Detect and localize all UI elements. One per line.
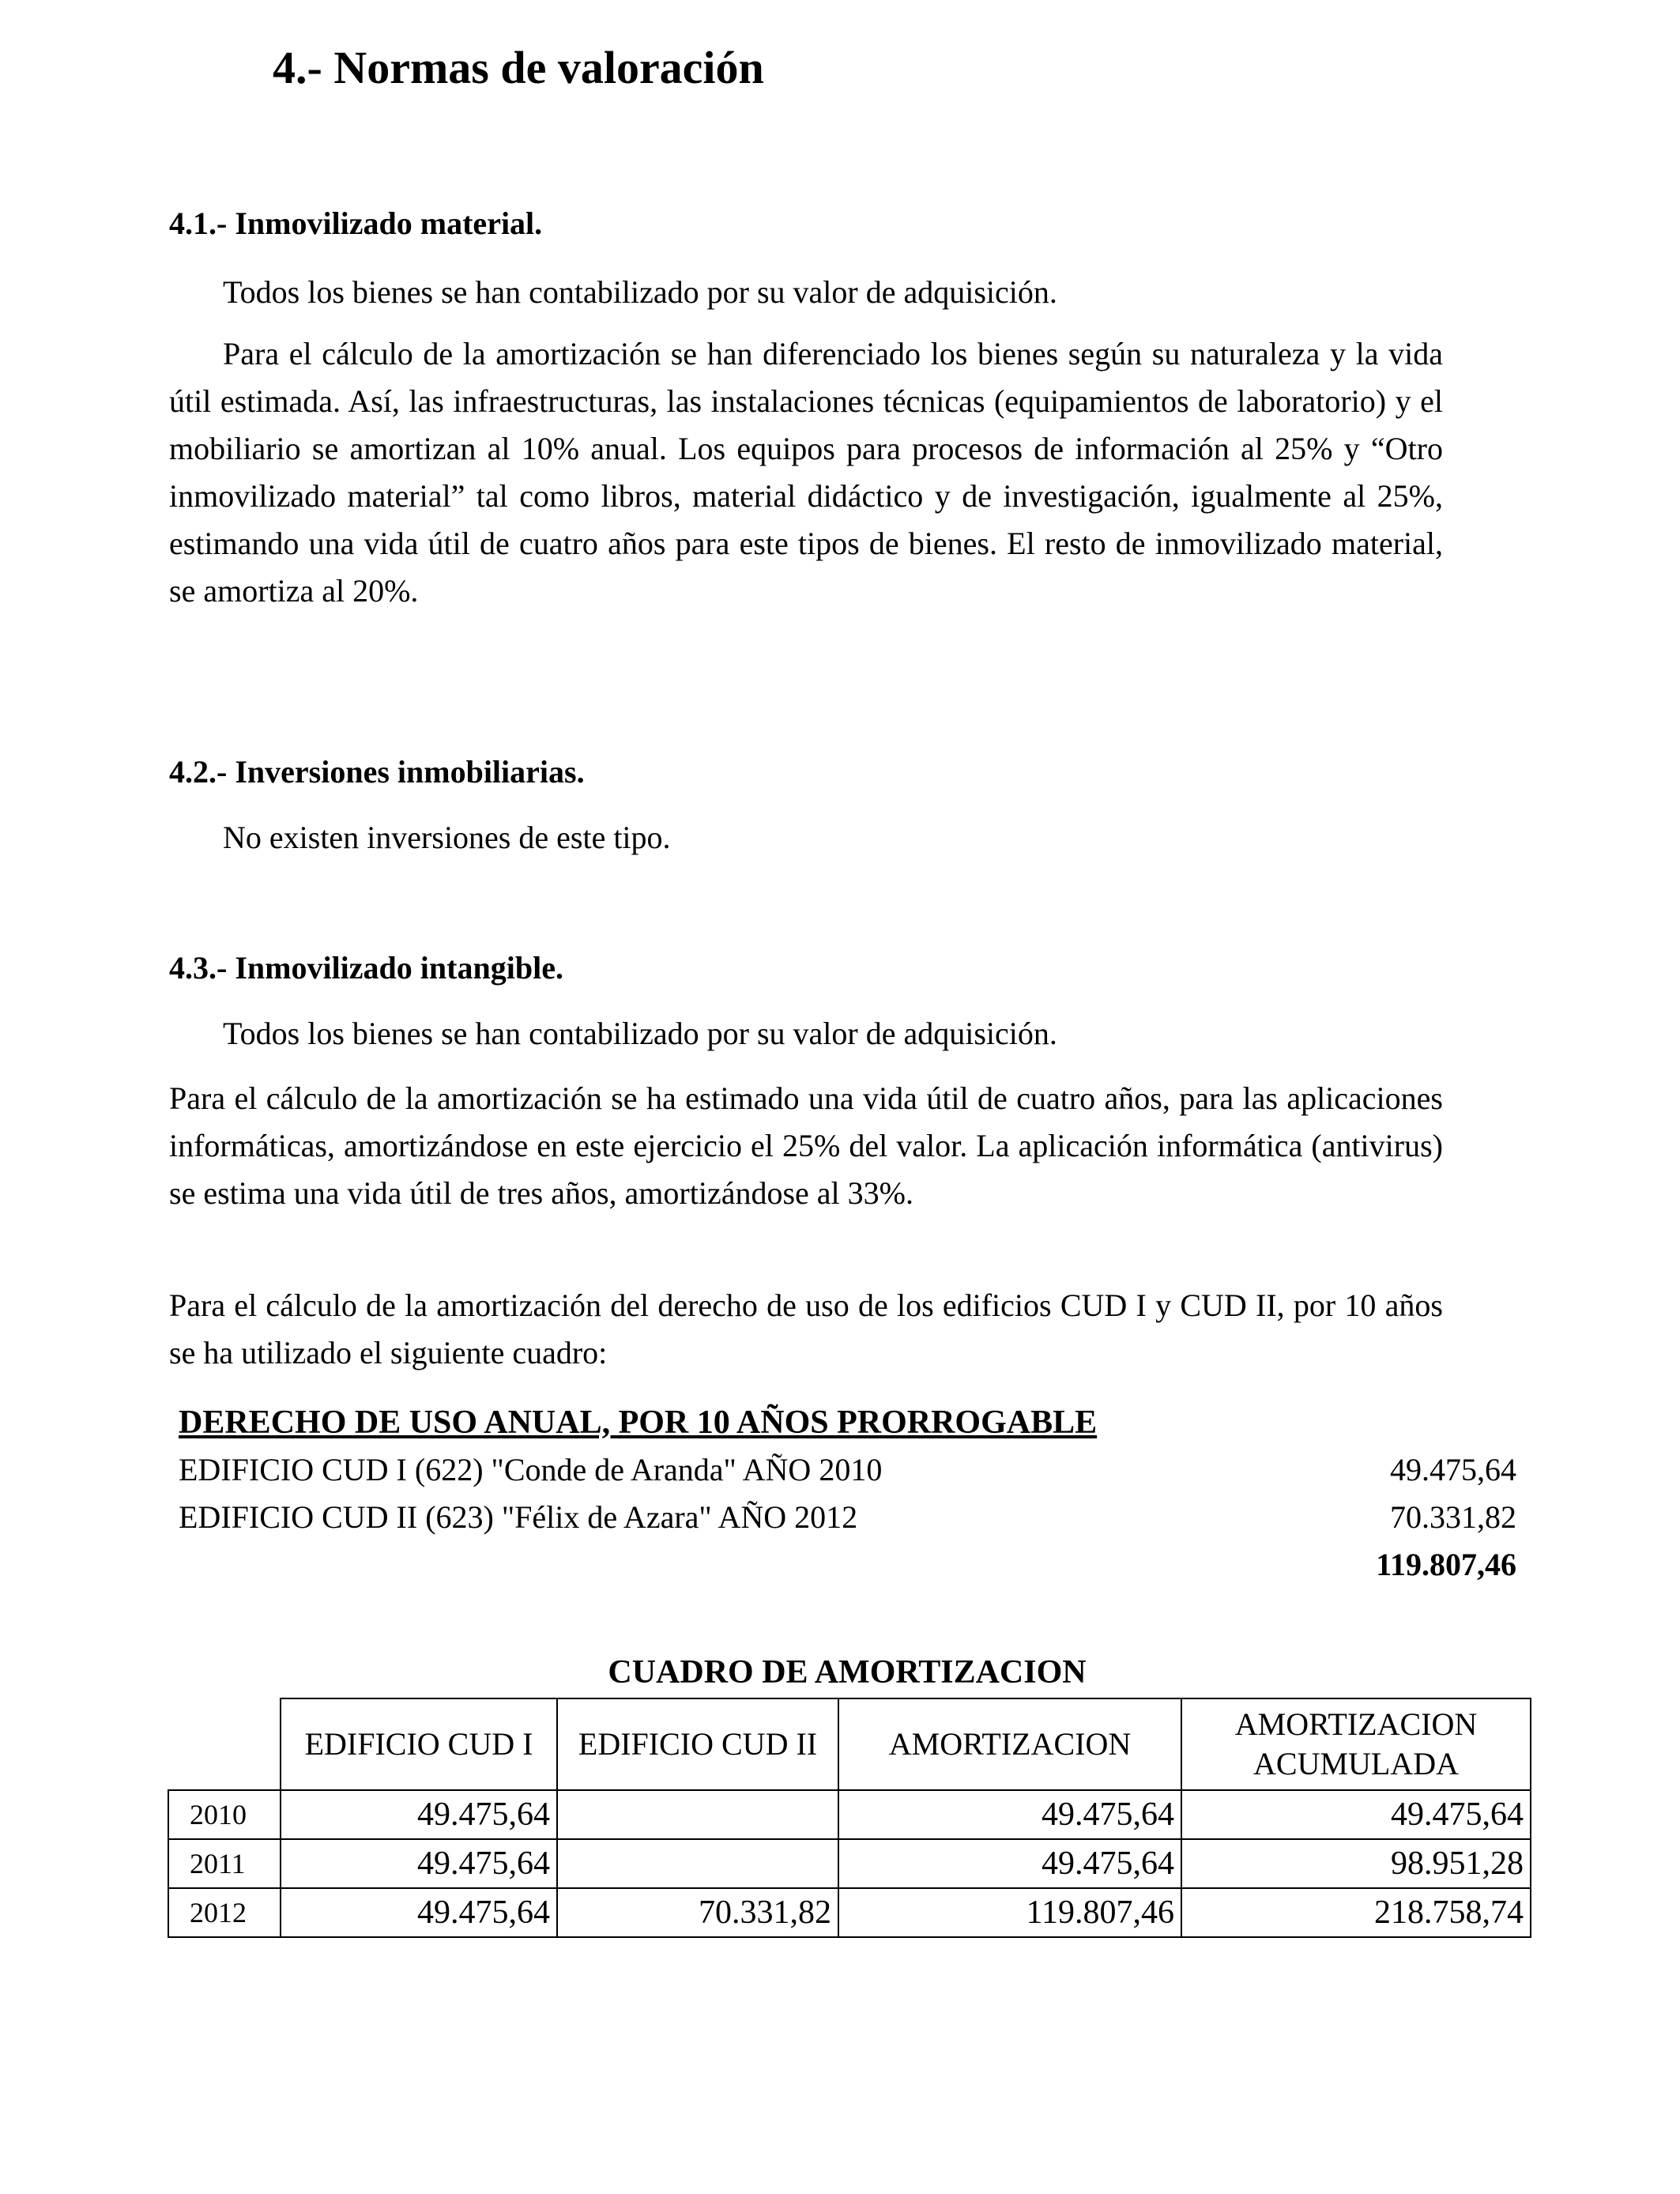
paragraph: Todos los bienes se han contabilizado por su valor de adquisición. bbox=[223, 274, 1057, 310]
table-cell: 119.807,46 bbox=[838, 1888, 1181, 1937]
section-heading-inmovilizado-intangible: 4.3.- Inmovilizado intangible. bbox=[169, 950, 563, 986]
derecho-uso-value: 49.475,64 bbox=[1390, 1452, 1516, 1487]
derecho-uso-value: 70.331,82 bbox=[1390, 1499, 1516, 1535]
table-cell: 49.475,64 bbox=[281, 1888, 557, 1937]
table-cell: 218.758,74 bbox=[1181, 1888, 1531, 1937]
paragraph: Para el cálculo de la amortización se ha estimado una vida útil de cuatro años, para las aplicaciones informáticas, amortizándose en este ejercicio el 25% del valor. La aplicación informática (antivirus) se estima una vida útil de tres años, amortizándose al 33%. bbox=[169, 1080, 1443, 1211]
table-cell: 49.475,64 bbox=[838, 1790, 1181, 1839]
paragraph: Para el cálculo de la amortización del derecho de uso de los edificios CUD I y CUD II, por 10 años se ha utilizado el siguiente cuadro: bbox=[169, 1287, 1443, 1370]
table-header-row bbox=[168, 1698, 1531, 1790]
derecho-uso-total: 119.807,46 bbox=[1376, 1547, 1516, 1582]
table-cell: 49.475,64 bbox=[1181, 1790, 1531, 1839]
table-row bbox=[168, 1839, 1531, 1888]
cuadro-amortizacion-title: CUADRO DE AMORTIZACION bbox=[608, 1654, 1087, 1691]
page-title: 4.- Normas de valoración bbox=[273, 42, 764, 93]
paragraph: No existen inversiones de este tipo. bbox=[223, 820, 671, 855]
derecho-uso-label: EDIFICIO CUD II (623) "Félix de Azara" AÑO 2012 bbox=[179, 1499, 858, 1535]
year-cell: 2011 bbox=[168, 1839, 281, 1888]
section-heading-inmovilizado-material: 4.1.- Inmovilizado material. bbox=[169, 205, 543, 241]
table-row bbox=[168, 1888, 1531, 1937]
section-heading-inversiones-inmobiliarias: 4.2.- Inversiones inmobiliarias. bbox=[169, 754, 585, 790]
header-cell: AMORTIZACION bbox=[838, 1698, 1181, 1790]
derecho-uso-label: EDIFICIO CUD I (622) "Conde de Aranda" AÑO 2010 bbox=[179, 1452, 883, 1487]
table-cell: 49.475,64 bbox=[281, 1790, 557, 1839]
paragraph: Todos los bienes se han contabilizado por su valor de adquisición. bbox=[223, 1016, 1057, 1051]
cuadro-amortizacion-table bbox=[168, 1698, 1531, 1938]
table-cell: 49.475,64 bbox=[838, 1839, 1181, 1888]
table-cell: 49.475,64 bbox=[281, 1839, 557, 1888]
table-cell bbox=[557, 1790, 838, 1839]
table-row bbox=[168, 1790, 1531, 1839]
year-cell: 2012 bbox=[168, 1888, 281, 1937]
paragraph: Para el cálculo de la amortización se han diferenciado los bienes según su naturaleza y la vida útil estimada. Así, las infraestructuras, las instalaciones técnicas (equipamientos de laboratorio) y el mobiliario se amortizan al 10% anual. Los equipos para procesos de información al 25% y “Otro inmovilizado material” tal como libros, material didáctico y de investigación, igualmente al 25%, estimando una vida útil de cuatro años para este tipos de bienes. El resto de inmovilizado material, se amortiza al 20%. bbox=[169, 336, 1443, 609]
table-cell: 70.331,82 bbox=[557, 1888, 838, 1937]
header-cell: AMORTIZACION ACUMULADA bbox=[1181, 1698, 1531, 1790]
year-cell: 2010 bbox=[168, 1790, 281, 1839]
header-cell: EDIFICIO CUD I bbox=[281, 1698, 557, 1790]
table-cell bbox=[557, 1839, 838, 1888]
header-cell: EDIFICIO CUD II bbox=[557, 1698, 838, 1790]
derecho-uso-title: DERECHO DE USO ANUAL, POR 10 AÑOS PRORROGABLE bbox=[179, 1404, 1098, 1441]
table-cell: 98.951,28 bbox=[1181, 1839, 1531, 1888]
header-corner bbox=[168, 1698, 281, 1790]
